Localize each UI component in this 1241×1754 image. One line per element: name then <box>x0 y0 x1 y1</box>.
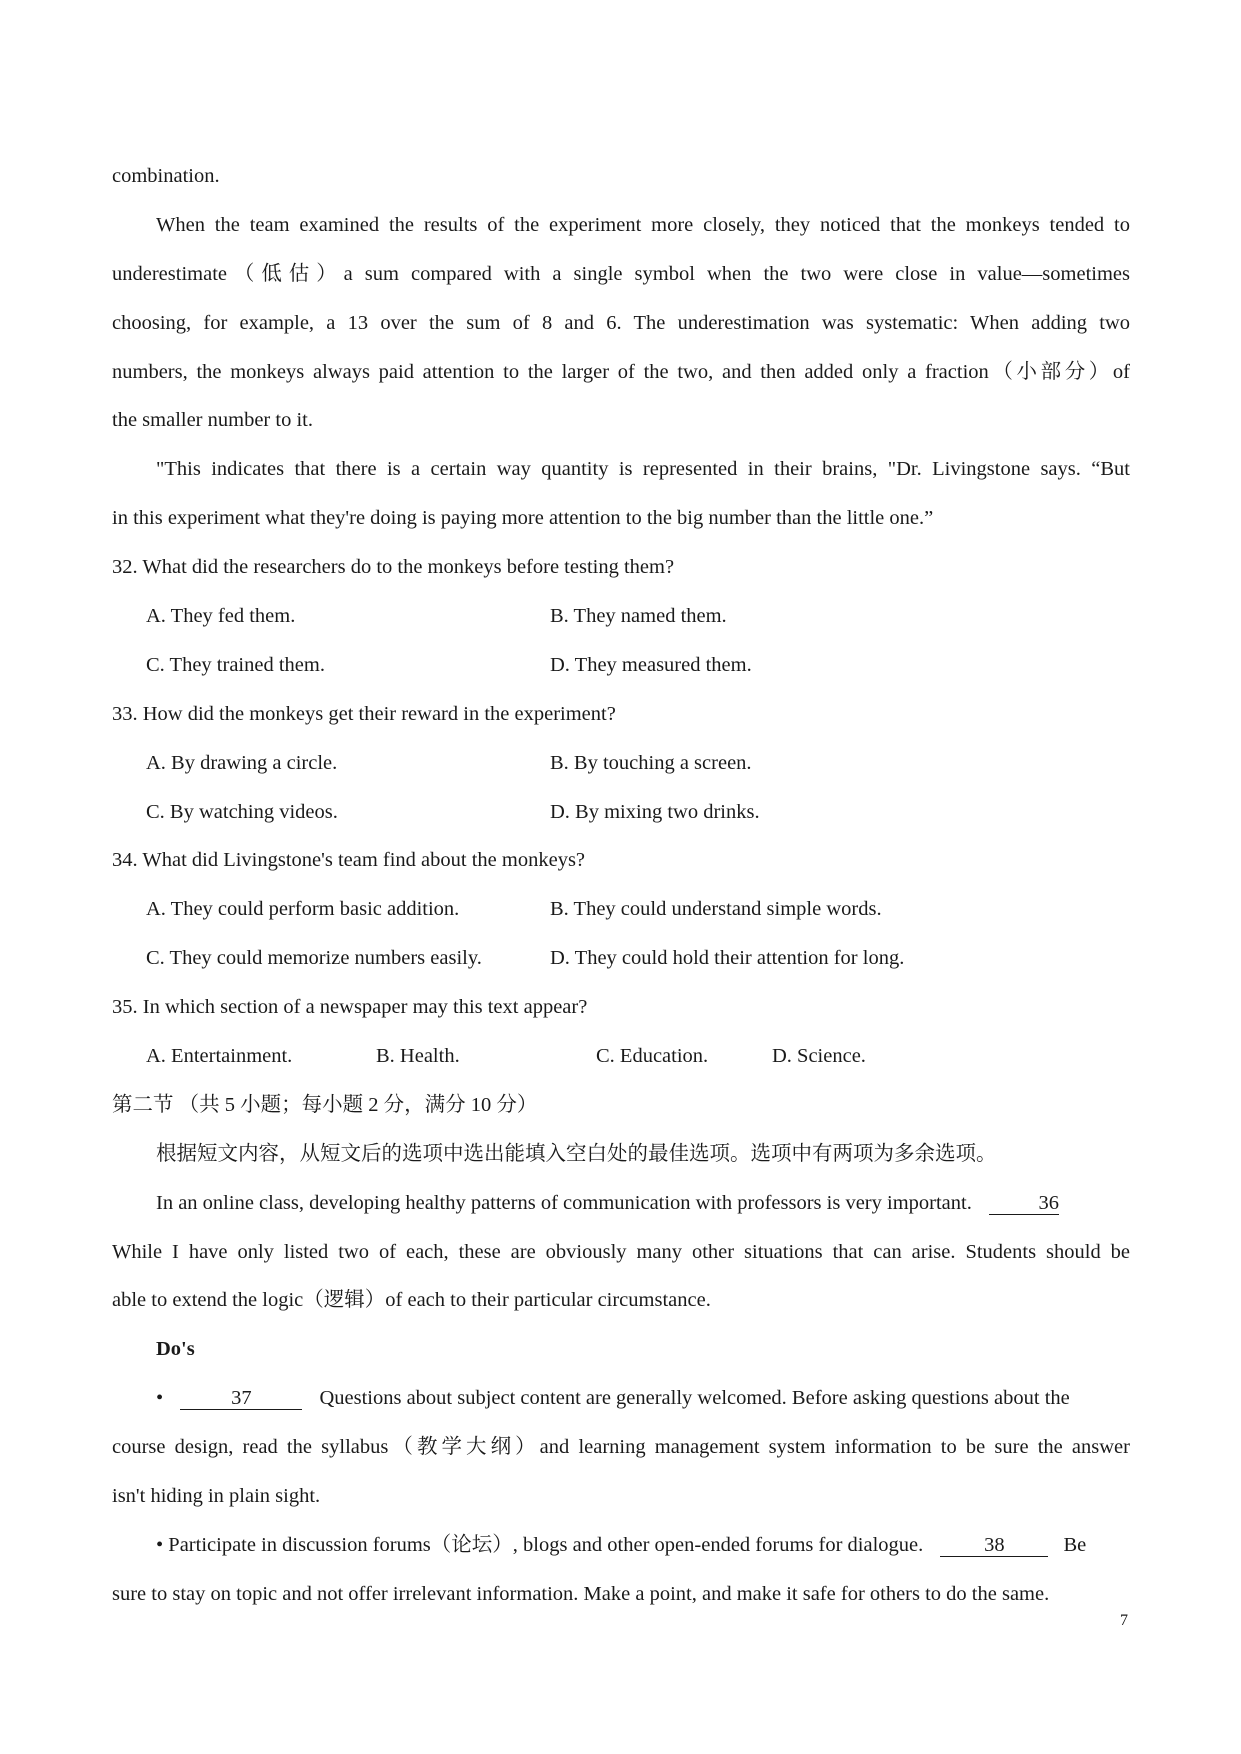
option-b: B. They could understand simple words. <box>550 898 882 921</box>
passage-line: able to extend the logic（逻辑）of each to their particular circumstance. <box>112 1289 711 1312</box>
answer-blank-38: 38 <box>940 1534 1048 1557</box>
option-b: B. Health. <box>376 1045 460 1068</box>
option-a: A. They fed them. <box>146 605 296 628</box>
option-c: C. Education. <box>596 1045 709 1068</box>
option-row <box>112 934 1130 983</box>
document-page <box>112 152 1130 1619</box>
option-a: A. By drawing a circle. <box>146 751 338 774</box>
option-row <box>112 739 1130 788</box>
question-stem: 35. In which section of a newspaper may this text appear? <box>112 996 588 1019</box>
section-heading: 第二节 （共 5 小题；每小题 2 分，满分 10 分） <box>112 1093 538 1116</box>
option-d: D. By mixing two drinks. <box>550 800 760 823</box>
option-d: D. They could hold their attention for long. <box>550 947 905 970</box>
option-row <box>112 885 1130 934</box>
option-c: C. They could memorize numbers easily. <box>146 947 482 970</box>
passage-line: choosing, for example, a 13 over the sum of 8 and 6. The underestimation was systematic: When adding two <box>112 311 1130 334</box>
option-row <box>112 788 1130 837</box>
passage-line: When the team examined the results of the experiment more closely, they noticed that the monkeys tended to <box>156 213 1130 236</box>
passage-line: While I have only listed two of each, these are obviously many other situations that can arise. Students should be <box>112 1240 1130 1263</box>
dos-heading: Do's <box>156 1338 195 1361</box>
option-row <box>112 641 1130 690</box>
passage-text: Be <box>1063 1533 1087 1556</box>
option-b: B. They named them. <box>550 605 727 628</box>
passage-line: sure to stay on topic and not offer irrelevant information. Make a point, and make it safe for others to do the same. <box>112 1582 1050 1605</box>
passage-line: underestimate（低估）a sum compared with a single symbol when the two were close in value—sometimes <box>112 262 1130 285</box>
passage-line: isn't hiding in plain sight. <box>112 1485 321 1508</box>
passage-line <box>112 1374 1130 1423</box>
passage-text: Questions about subject content are generally welcomed. Before asking questions about the <box>319 1387 1070 1410</box>
question-stem: 34. What did Livingstone's team find about the monkeys? <box>112 849 586 872</box>
question-stem: 32. What did the researchers do to the monkeys before testing them? <box>112 556 675 579</box>
option-row <box>112 1032 1130 1081</box>
answer-blank-36: 36 <box>989 1192 1059 1215</box>
option-c: C. They trained them. <box>146 653 325 676</box>
option-row <box>112 592 1130 641</box>
passage-line: "This indicates that there is a certain way quantity is represented in their brains, "Dr. Livingstone says. “But <box>156 458 1130 481</box>
passage-line <box>112 1179 1130 1228</box>
option-a: A. They could perform basic addition. <box>146 898 460 921</box>
passage-line: course design, read the syllabus（教学大纲）and learning management system information to be sure the answer <box>112 1436 1130 1459</box>
passage-line: the smaller number to it. <box>112 409 313 432</box>
passage-line <box>112 1521 1130 1570</box>
answer-blank-37: 37 <box>180 1387 302 1410</box>
page-number: 7 <box>1120 1612 1128 1629</box>
option-b: B. By touching a screen. <box>550 751 752 774</box>
section-instruction: 根据短文内容，从短文后的选项中选出能填入空白处的最佳选项。选项中有两项为多余选项。 <box>156 1142 997 1165</box>
question-stem: 33. How did the monkeys get their reward in the experiment? <box>112 702 616 725</box>
passage-line: numbers, the monkeys always paid attention to the larger of the two, and then added only a fraction（小部分）of <box>112 360 1130 383</box>
passage-text: • Participate in discussion forums（论坛）, blogs and other open-ended forums for dialogue. <box>156 1533 924 1556</box>
option-d: D. Science. <box>772 1045 866 1068</box>
option-c: C. By watching videos. <box>146 800 338 823</box>
passage-line: combination. <box>112 165 220 187</box>
option-d: D. They measured them. <box>550 653 752 676</box>
passage-text: In an online class, developing healthy patterns of communication with professors is very important. <box>156 1191 972 1214</box>
bullet-icon: • <box>156 1387 164 1410</box>
passage-line: in this experiment what they're doing is paying more attention to the big number than the little one.” <box>112 507 934 530</box>
option-a: A. Entertainment. <box>146 1045 293 1068</box>
